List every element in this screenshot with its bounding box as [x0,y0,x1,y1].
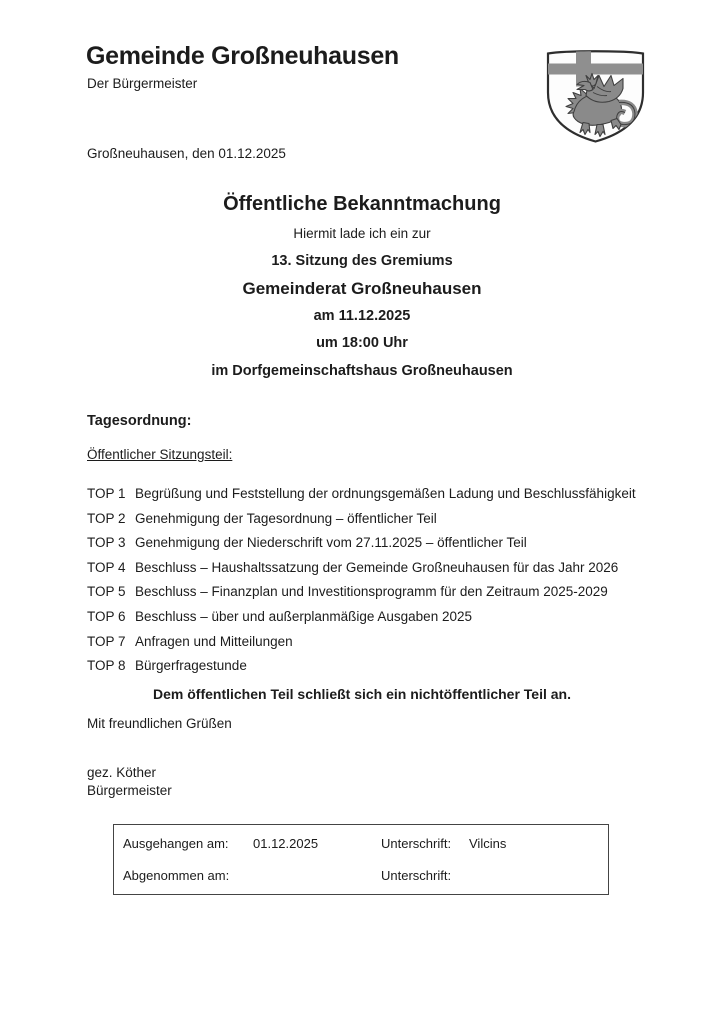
signature-value: Vilcins [469,836,507,852]
agenda-item-label: TOP 3 [87,535,126,551]
nonpublic-part-note: Dem öffentlichen Teil schließt sich ein nichtöffentlicher Teil an. [153,686,571,702]
signed-name: gez. Köther [87,765,157,780]
meeting-date: am 11.12.2025 [313,307,411,324]
agenda-item-text: Beschluss – über und außerplanmäßige Ausgaben 2025 [135,608,472,624]
coat-of-arms-icon [543,48,648,149]
agenda-item [87,654,647,679]
signature-label: Unterschrift: [381,867,452,883]
place-date-line: Großneuhausen, den 01.12.2025 [87,146,286,161]
signed-role: Bürgermeister [87,783,172,798]
agenda-item-label: TOP 7 [87,633,126,649]
agenda-item-text: Anfragen und Mitteilungen [135,633,293,649]
signature-label: Unterschrift: [381,836,452,852]
committee-name: Gemeinderat Großneuhausen [242,279,482,298]
meeting-time: um 18:00 Uhr [316,335,408,351]
crest-cross-horizontal [546,64,645,75]
office-subtitle: Der Bürgermeister [87,76,198,91]
agenda-item [87,531,647,556]
agenda-item-text: Genehmigung der Tagesordnung – öffentlicher Teil [135,510,437,526]
agenda-item-label: TOP 8 [87,658,126,674]
removed-on-value [253,868,381,883]
agenda-item-text: Bürgerfragestunde [135,658,247,674]
posting-row-removed [123,868,608,883]
signature-block [87,764,172,800]
agenda-heading: Tagesordnung: [87,413,192,429]
posting-row-posted [123,836,608,851]
agenda-item [87,507,647,532]
agenda-item-text: Beschluss – Finanzplan und Investitionsprogramm für den Zeitraum 2025-2029 [135,584,608,600]
agenda-item-text: Begrüßung und Feststellung der ordnungsgemäßen Ladung und Beschlussfähigkeit [135,486,636,501]
posted-on-value: 01.12.2025 [253,836,319,852]
agenda-item-label: TOP 6 [87,608,126,624]
agenda-item-label: TOP 5 [87,584,126,600]
agenda-item-label: TOP 4 [87,559,126,575]
agenda-item-text: Beschluss – Haushaltssatzung der Gemeinde Großneuhausen für das Jahr 2026 [135,559,619,575]
agenda-item [87,482,647,507]
greeting-line: Mit freundlichen Grüßen [87,716,232,731]
agenda-item [87,605,647,630]
invitation-intro: Hiermit lade ich ein zur [293,226,431,241]
meeting-location: im Dorfgemeinschaftshaus Großneuhausen [211,362,513,379]
municipality-title: Gemeinde Großneuhausen [86,42,399,70]
agenda-item [87,580,647,605]
agenda-item-text: Genehmigung der Niederschrift vom 27.11.2025 – öffentlicher Teil [135,535,527,551]
agenda-item-label: TOP 1 [87,486,126,501]
agenda-item-label: TOP 2 [87,510,126,526]
agenda-list [87,482,647,679]
agenda-item [87,630,647,655]
signature-value [469,868,608,883]
agenda-item [87,556,647,581]
session-number-line: 13. Sitzung des Gremiums [271,252,453,269]
removed-on-label: Abgenommen am: [123,867,230,883]
announcement-title: Öffentliche Bekanntmachung [223,193,501,215]
invitation-block [0,189,724,385]
public-section-label: Öffentlicher Sitzungsteil: [87,447,233,462]
posting-record-box [113,824,609,895]
posted-on-label: Ausgehangen am: [123,836,229,852]
